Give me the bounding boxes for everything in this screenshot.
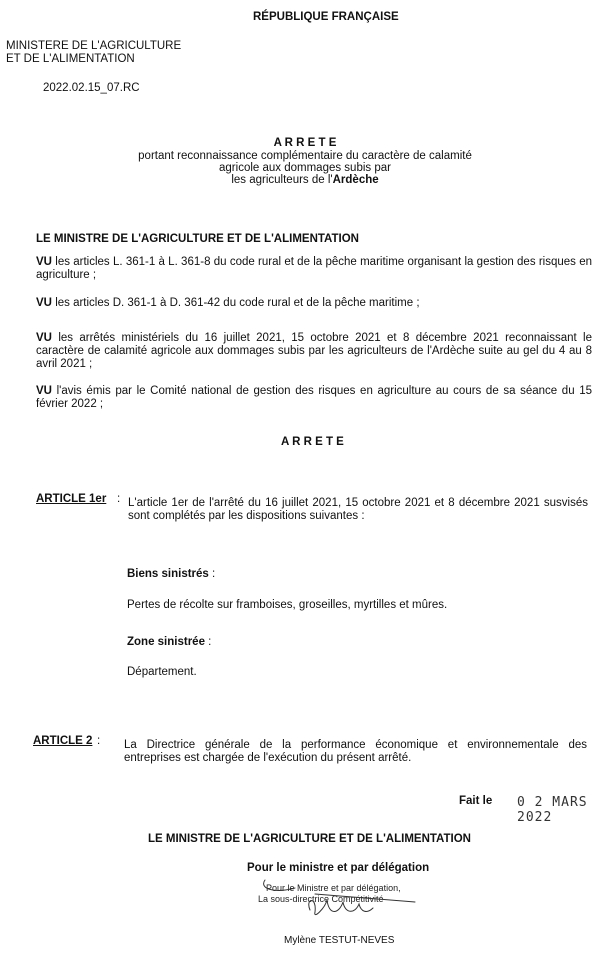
visa-3 [36, 332, 592, 371]
title-line2: agricole aux dommages subis par [219, 162, 391, 174]
damaged-goods-heading [127, 568, 215, 580]
damaged-zone-text: Département. [127, 666, 197, 678]
article-2-label: ARTICLE 2 [33, 735, 93, 747]
title-line3-department: Ardèche [332, 174, 379, 186]
visa-3-vu: VU [36, 332, 52, 344]
signer-name: Mylène TESTUT-NEVES [284, 935, 395, 946]
delegation-stamp-line1: Pour le Ministre et par délégation, [266, 883, 401, 893]
visa-1-text: les articles L. 361-1 à L. 361-8 du code rural et de la pêche maritime organisant la gestion des risques en agriculture ; [36, 256, 592, 281]
damaged-zone-label: Zone sinistrée [127, 636, 205, 648]
issuing-authority: LE MINISTRE DE L'AGRICULTURE ET DE L'ALIMENTATION [36, 233, 359, 245]
done-on-label: Fait le [459, 795, 493, 807]
article-2-separator: : [97, 735, 101, 747]
visa-1-vu: VU [36, 256, 52, 268]
title-heading: A R R E T E [273, 137, 337, 149]
damaged-goods-sep: : [208, 568, 216, 580]
decree-heading: A R R E T E [281, 436, 344, 448]
title-line3 [120, 174, 490, 186]
title-line1: portant reconnaissance complémentaire du caractère de calamité [138, 150, 472, 162]
visa-2-vu: VU [36, 297, 52, 309]
date-stamp: 0 2 MARS 2022 [517, 795, 588, 825]
handwritten-signature [255, 868, 425, 928]
article-1-separator: : [117, 493, 121, 505]
visa-2 [36, 297, 592, 310]
republic-heading: RÉPUBLIQUE FRANÇAISE [253, 11, 399, 23]
title-line3-prefix: les agriculteurs de l' [231, 174, 333, 186]
visa-4-vu: VU [36, 385, 52, 397]
visa-1 [36, 256, 592, 282]
delegation-stamp-line2: La sous-directrice Compétitivité [258, 894, 384, 904]
title-block [120, 137, 490, 186]
visa-2-text: les articles D. 361-1 à D. 361-42 du code rural et de la pêche maritime ; [55, 297, 420, 309]
damaged-zone-sep: : [204, 636, 212, 648]
ministry-line1: MINISTERE DE L'AGRICULTURE [6, 40, 182, 52]
visa-3-text: les arrêtés ministériels du 16 juillet 2021, 15 octobre 2021 et 8 décembre 2021 reconnaissant le caractère de calamité agricole aux dommages subis par les agriculteurs de l'Ardèche suite au gel du 4 au 8 avril 2021 ; [36, 332, 592, 370]
article-1-label: ARTICLE 1er [36, 493, 107, 505]
article-2-text: La Directrice générale de la performance économique et environnementale des entreprises est chargée de l'exécution du présent arrêté. [124, 739, 587, 764]
reference-number: 2022.02.15_07.RC [43, 82, 140, 94]
article-1-text: L'article 1er de l'arrêté du 16 juillet 2021, 15 octobre 2021 et 8 décembre 2021 susvisés sont complétés par les dispositions suivantes : [128, 497, 588, 522]
visa-4 [36, 385, 592, 411]
ministry-line2: ET DE L'ALIMENTATION [6, 53, 135, 65]
visa-4-text: l'avis émis par le Comité national de gestion des risques en agriculture au cours de sa séance du 15 février 2022 ; [36, 385, 592, 410]
damaged-goods-label: Biens sinistrés [127, 568, 209, 580]
damaged-goods-text: Pertes de récolte sur framboises, groseilles, myrtilles et mûres. [127, 599, 448, 611]
delegation-line: Pour le ministre et par délégation [247, 862, 430, 874]
damaged-zone-heading [127, 636, 211, 648]
signature-authority: LE MINISTRE DE L'AGRICULTURE ET DE L'ALIMENTATION [148, 833, 471, 845]
